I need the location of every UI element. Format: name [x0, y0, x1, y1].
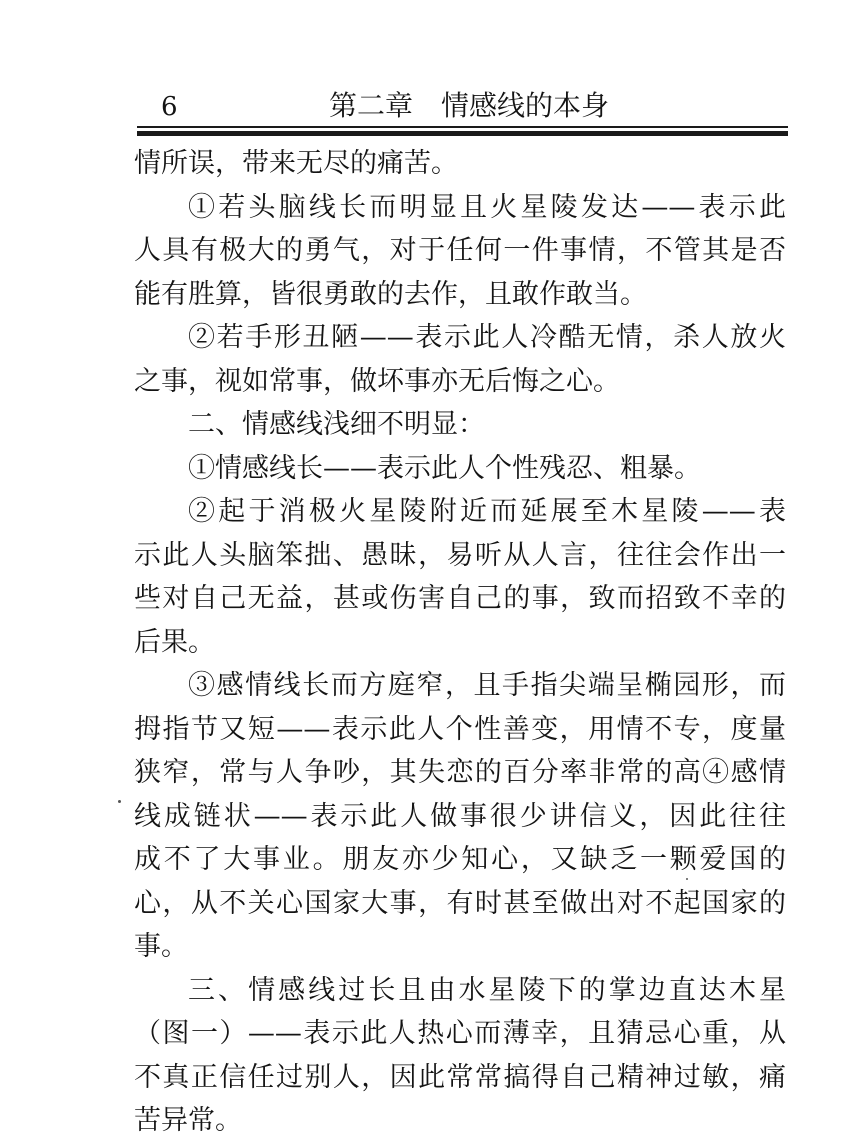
text-line: 情所误，带来无尽的痛苦。 [134, 148, 458, 179]
text-line: 人具有极大的勇气，对于任何一件事情，不管其是否 [134, 235, 786, 266]
text-line: （图一）——表示此人热心而薄幸，且猜忌心重，从 [134, 1018, 786, 1049]
scan-speck [686, 878, 688, 880]
text-line: 狭窄，常与人争吵，其失恋的百分率非常的高④感情 [134, 757, 786, 788]
text-line: 苦异常。 [134, 1105, 242, 1136]
header-rule-thin [137, 126, 788, 128]
text-line: 事。 [134, 931, 188, 962]
text-line: 三、情感线过长且由水星陵下的掌边直达木星 [188, 974, 786, 1006]
text-line: 二、情感线浅细不明显： [188, 409, 485, 440]
text-line: 之事，视如常事，做坏事亦无后悔之心。 [134, 365, 620, 397]
text-line: 示此人头脑笨拙、愚昧，易听从人言，往往会作出一 [134, 539, 786, 571]
text-line: ②起于消极火星陵附近而延展至木星陵——表 [188, 496, 786, 527]
page-number: 6 [161, 92, 178, 122]
text-line: ①若头脑线长而明显且火星陵发达——表示此 [188, 191, 786, 223]
text-line: ①情感线长——表示此人个性残忍、粗暴。 [188, 452, 701, 484]
text-line: 线成链状——表示此人做事很少讲信义，因此往往 [134, 800, 786, 832]
chapter-title: 第二章 情感线的本身 [329, 89, 610, 122]
text-line: 后果。 [134, 626, 215, 658]
text-line: 拇指节又短——表示此人个性善变，用情不专，度量 [134, 713, 786, 745]
scan-speck [118, 800, 121, 803]
text-line: 能有胜算，皆很勇敢的去作，且敢作敢当。 [134, 278, 647, 310]
text-line: 些对自己无益，甚或伤害自己的事，致而招致不幸的 [134, 583, 786, 614]
text-line: 不真正信任过别人，因此常常搞得自己精神过敏，痛 [134, 1061, 786, 1093]
text-line: ③感情线长而方庭窄，且手指尖端呈椭园形，而 [188, 670, 786, 701]
page-header [137, 88, 788, 124]
header-rule-thick [137, 131, 788, 136]
text-line: 成不了大事业。朋友亦少知心，又缺乏一颗爱国的 [134, 844, 786, 875]
text-line: 心，从不关心国家大事，有时甚至做出对不起国家的 [134, 887, 786, 919]
body-text [134, 142, 786, 1143]
text-line: ②若手形丑陋——表示此人冷酷无情，杀人放火 [188, 322, 786, 353]
